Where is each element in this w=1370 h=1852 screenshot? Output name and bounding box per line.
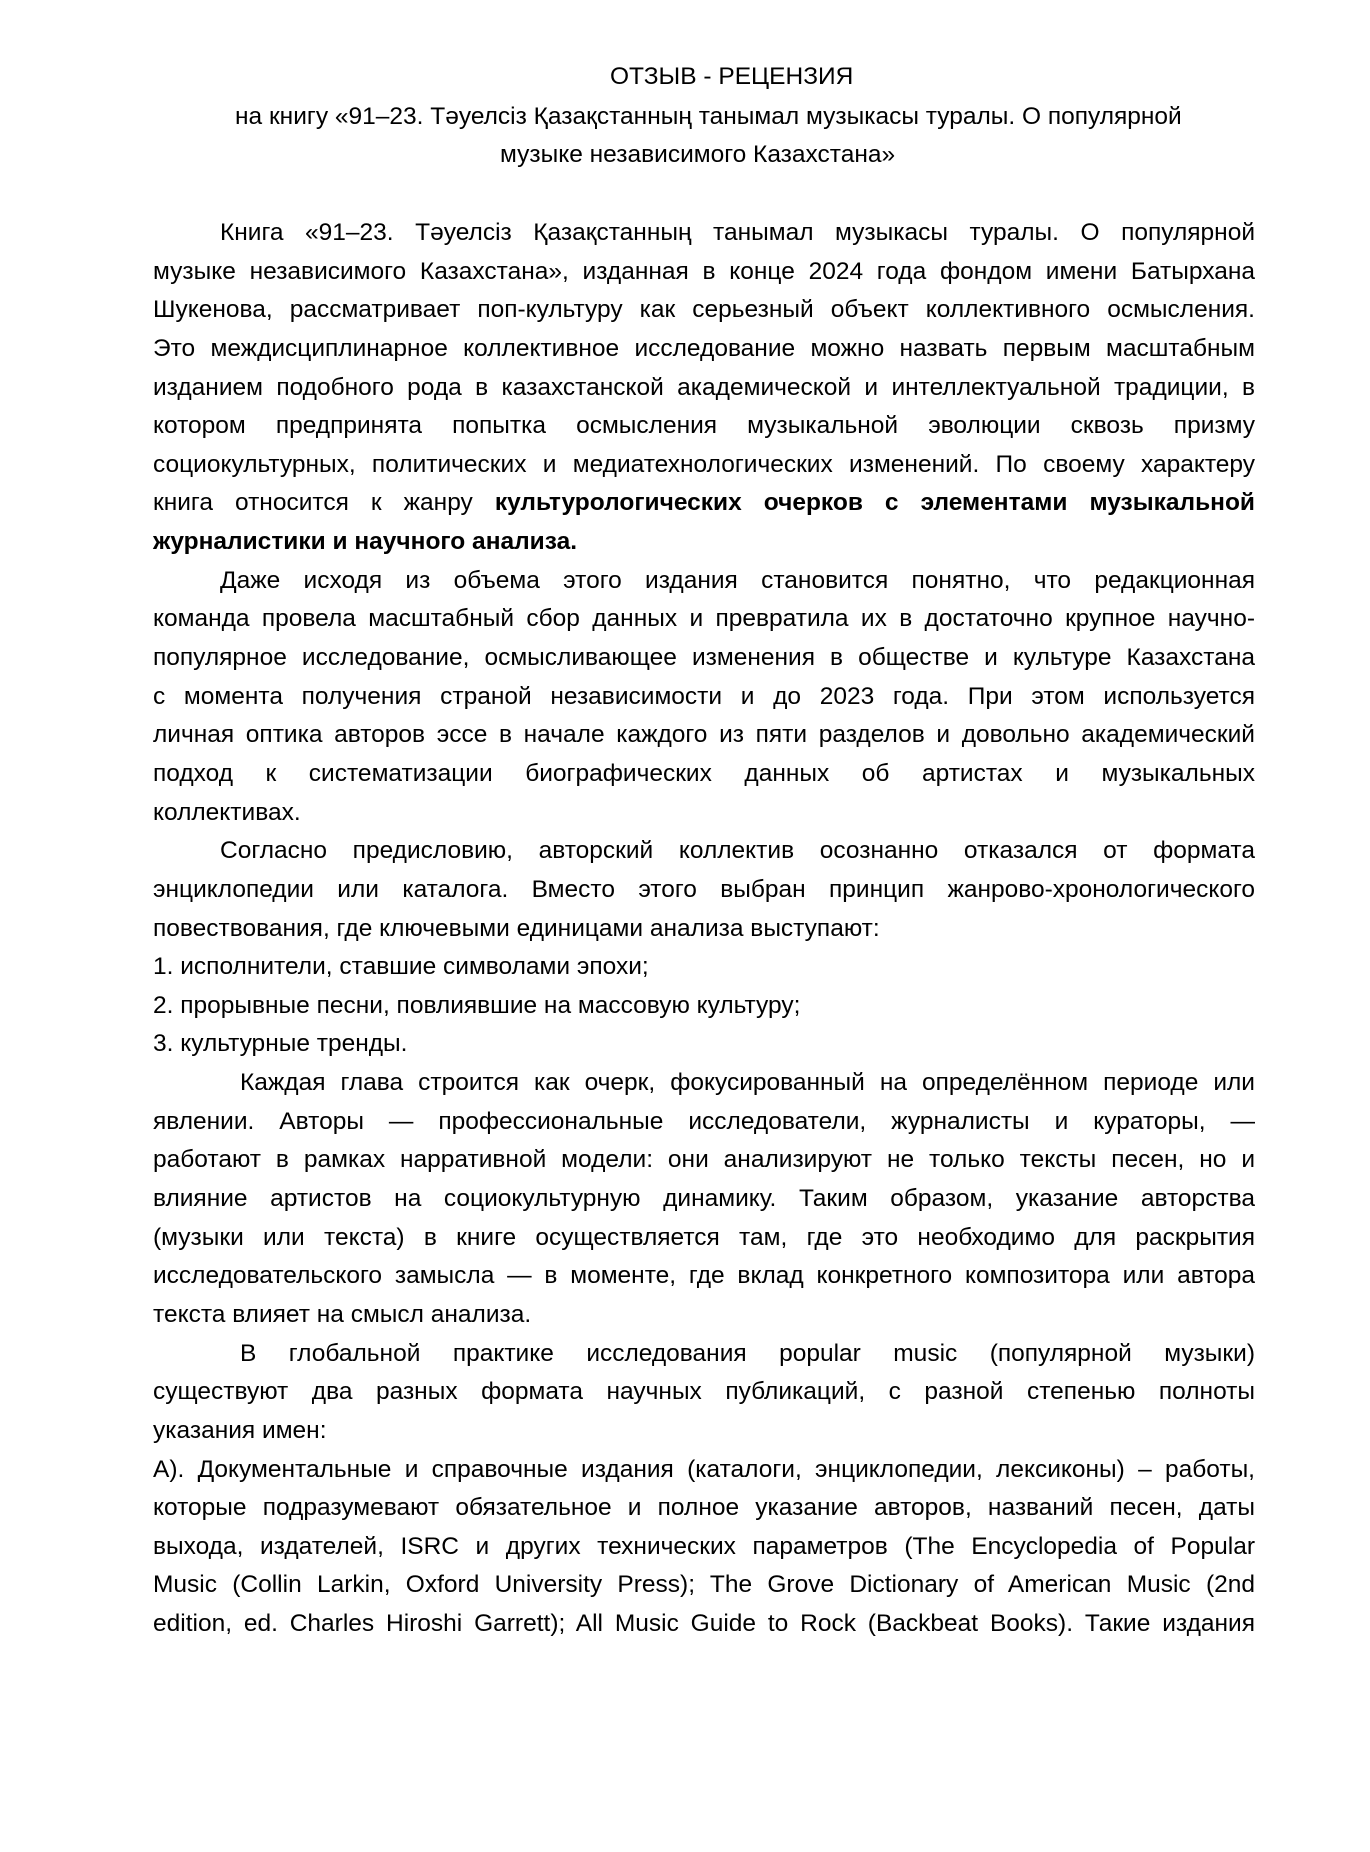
paragraph-line: Даже исходя из объема этого издания становится понятно, что редакционная [220,566,1255,594]
paragraph-line: явлении. Авторы — профессиональные исследователи, журналисты и кураторы, — [153,1107,1255,1135]
paragraph-line: которые подразумевают обязательное и полное указание авторов, названий песен, даты [153,1494,1255,1522]
list-item: 3. культурные тренды. [153,1030,408,1058]
paragraph-line: Music (Collin Larkin, Oxford University Press); The Grove Dictionary of American Music (2nd [153,1571,1255,1599]
paragraph-line: указания имен: [153,1416,327,1444]
paragraph-line: В глобальной практике исследования popular music (популярной музыки) [240,1339,1255,1367]
paragraph-line: команда провела масштабный сбор данных и превратила их в достаточно крупное научно- [153,605,1255,633]
paragraph-line: Каждая глава строится как очерк, фокусированный на определённом периоде или [240,1069,1255,1097]
document-body [153,218,1255,1648]
paragraph-line: энциклопедии или каталога. Вместо этого выбран принцип жанрово-хронологического [153,875,1255,903]
document-title: ОТЗЫВ - РЕЦЕНЗИЯ [610,63,854,90]
paragraph-line: edition, ed. Charles Hiroshi Garrett); All Music Guide to Rock (Backbeat Books). Такие издания [153,1610,1255,1638]
paragraph-line: Книга «91–23. Тәуелсіз Қазақстанның танымал музыкасы туралы. О популярной [220,219,1255,246]
paragraph-line: популярное исследование, осмысливающее изменения в обществе и культуре Казахстана [153,644,1255,672]
paragraph-line: влияние артистов на социокультурную динамику. Таким образом, указание авторства [153,1185,1255,1213]
paragraph-line: личная оптика авторов эссе в начале каждого из пяти разделов и довольно академический [153,721,1255,749]
bold-genre-text: культурологических очерков с элементами музыкальной [494,489,1255,517]
paragraph-line-mixed [153,488,1255,527]
paragraph-line: музыке независимого Казахстана», изданная в конце 2024 года фондом имени Батырхана [153,257,1255,285]
paragraph-line: изданием подобного рода в казахстанской академической и интеллектуальной традиции, в [153,373,1255,401]
paragraph-line: котором предпринята попытка осмысления музыкальной эволюции сквозь призму [153,412,1255,440]
document-subtitle-line-2: музыке независимого Казахстана» [500,141,896,168]
list-item: 1. исполнители, ставшие символами эпохи; [153,953,649,981]
paragraph-line: исследовательского замысла — в моменте, где вклад конкретного композитора или автора [153,1262,1255,1290]
paragraph-line: социокультурных, политических и медиатехнологических изменений. По своему характеру [153,450,1255,478]
paragraph-line: повествования, где ключевыми единицами анализа выступают: [153,914,880,942]
document-subtitle-line-1: на книгу «91–23. Тәуелсіз Қазақстанның танымал музыкасы туралы. О популярной [235,103,1182,130]
paragraph-line: текста влияет на смысл анализа. [153,1300,532,1328]
paragraph-line: существуют два разных формата научных публикаций, с разной степенью полноты [153,1378,1255,1406]
list-item: 2. прорывные песни, повлиявшие на массовую культуру; [153,991,801,1019]
paragraph-line: А). Документальные и справочные издания (каталоги, энциклопедии, лексиконы) – работы, [153,1455,1255,1483]
paragraph-line-bold [153,527,1255,566]
paragraph-line: Шукенова, рассматривает поп-культуру как серьезный объект коллективного осмысления. [153,296,1255,324]
paragraph-line: (музыки или текста) в книге осуществляется там, где это необходимо для раскрытия [153,1223,1255,1251]
bold-genre-text-end: журналистики и научного анализа. [153,528,578,556]
paragraph-line: подход к систематизации биографических данных об артистах и музыкальных [153,759,1255,787]
paragraph-line: Согласно предисловию, авторский коллектив осознанно отказался от формата [220,837,1255,865]
plain-text: книга относится к жанру [153,489,495,517]
paragraph-line: выхода, издателей, ISRC и других технических параметров (The Encyclopedia of Popular [153,1532,1255,1560]
paragraph-line: коллективах. [153,798,301,826]
paragraph-line: с момента получения страной независимости и до 2023 года. При этом используется [153,682,1255,710]
paragraph-line: работают в рамках нарративной модели: они анализируют не только тексты песен, но и [153,1146,1255,1174]
paragraph-line: Это междисциплинарное коллективное исследование можно назвать первым масштабным [153,334,1255,362]
